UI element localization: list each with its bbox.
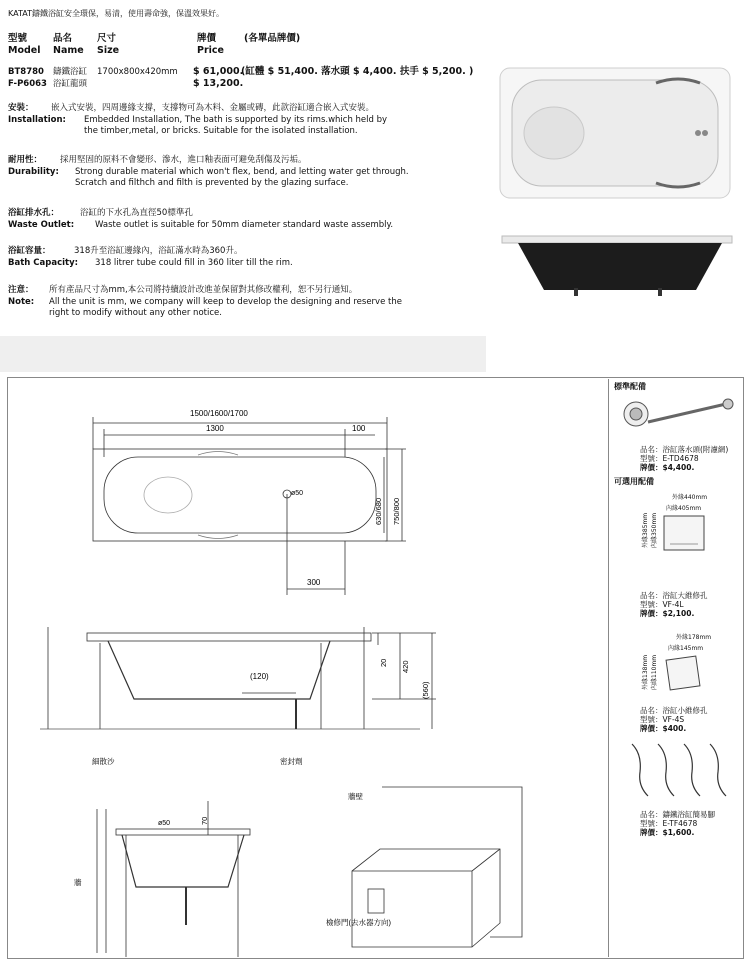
note-label-en: Note:	[8, 297, 35, 307]
standard-equipment-title: 標準配備	[614, 382, 646, 391]
header-price-note: (各單品牌價)	[244, 33, 301, 44]
durability-text-en-2: Scratch and filthch and filth is prevented by the glazing surface.	[75, 178, 349, 188]
install-label-zh: 安裝：	[8, 103, 34, 113]
dim-70: 70	[200, 816, 209, 825]
header-name-zh: 品名	[53, 33, 73, 44]
section-rim	[87, 633, 371, 641]
product-photo-area	[486, 0, 750, 372]
label-sealant: 密封劑	[280, 757, 303, 766]
row-name: 浴缸龍頭	[53, 79, 88, 89]
header-name-en: Name	[53, 45, 84, 56]
section-basin	[108, 641, 330, 699]
bathtub-top-view-photo	[500, 68, 730, 198]
dim-outer-width: 750/800	[392, 497, 401, 525]
install-text-zh: 嵌入式安裝，四周邊緣支撐，支撐物可為木料、金屬或磚，此款浴缸適合嵌入式安裝。	[51, 103, 375, 113]
install-text-en-1: Embedded Installation, The bath is supported by its rims.which held by	[84, 115, 388, 125]
opt1-side-inner-dim: 內緣350mm	[651, 512, 658, 548]
note-text-en-1: All the unit is mm, we company will keep to develop the designing and reserve the	[49, 297, 402, 307]
note-label-zh: 注意：	[8, 285, 34, 295]
opt1-side-outer-dim: 外緣385mm	[642, 512, 649, 548]
dim-420: 420	[401, 660, 410, 673]
opt1-outer-dim: 外緣440mm	[672, 494, 708, 501]
waste-text-en: Waste outlet is suitable for 50mm diameter standard waste assembly.	[95, 220, 394, 230]
optional-equipment-title: 可選用配備	[614, 477, 654, 486]
waste-label-en: Waste Outlet:	[8, 220, 75, 230]
note-text-zh: 所有產品尺寸為mm,本公司將持續設計改進並保留對其修改權利，恕不另行通知。	[49, 285, 358, 295]
plan-outer-rim	[93, 449, 387, 541]
spec-panel-footer-band	[0, 336, 486, 372]
opt1-inner-dim: 內緣405mm	[666, 505, 702, 512]
opt3-model: 型號：E-TF4678	[640, 819, 698, 828]
bathtub-feet-illustration	[624, 738, 740, 802]
header-price-zh: 牌價	[197, 33, 217, 44]
row-price: $ 61,000.	[193, 66, 244, 77]
opt2-model: 型號：VF-4S	[640, 715, 685, 724]
durability-text-zh: 採用堅固的原料不會變形、滲水，進口釉表面可避免刮傷及污垢。	[60, 155, 307, 165]
opt2-name: 品名：浴缸小維修孔	[640, 706, 708, 715]
opt1-model: 型號：VF-4L	[640, 600, 684, 609]
std-name: 品名：浴缸落水頭(附濾網)	[640, 445, 729, 454]
opt2-inner-dim: 內緣145mm	[668, 645, 704, 652]
opt2-side-outer-dim: 外緣138mm	[642, 654, 649, 690]
row-name: 鑄鐵浴缸	[53, 67, 88, 77]
technical-drawing	[0, 377, 608, 961]
durability-text-en-1: Strong durable material which won't flex, bend, and letting water get through.	[75, 167, 409, 177]
dim-inner-length: 1300	[206, 424, 224, 433]
opt2-price: 牌價：$400.	[640, 724, 687, 733]
row-model: BT8780	[8, 67, 44, 77]
note-text-en-2: right to modify without any other notice.	[49, 308, 222, 318]
std-model: 型號：E-TD4678	[640, 454, 699, 463]
opt3-name: 品名：鑄鐵浴缸簡易腳	[640, 810, 715, 819]
dim-300: 300	[307, 578, 321, 587]
opt2-outer-dim: 外緣178mm	[676, 634, 712, 641]
label-brick: 牆	[74, 878, 82, 887]
bathtub-side-view-photo	[502, 236, 732, 296]
access-box	[352, 849, 500, 947]
row-size: 1700x800x420mm	[97, 67, 178, 77]
capacity-text-en: 318 litrer tube could fill in 360 liter till the rim.	[95, 258, 293, 268]
dim-total-length: 1500/1600/1700	[190, 409, 248, 418]
opt3-price: 牌價：$1,600.	[640, 828, 695, 837]
row-price-breakdown: (缸體 $ 51,400. 落水頭 $ 4,400. 扶手 $ 5,200. )	[241, 66, 474, 77]
dim-inner-width: 630/680	[374, 497, 383, 525]
opt2-side-inner-dim: 內緣110mm	[651, 654, 658, 690]
header-model-zh: 型號	[8, 33, 28, 44]
std-price: 牌價：$4,400.	[640, 463, 695, 472]
opt1-price: 牌價：$2,100.	[640, 609, 695, 618]
dim-120: (120)	[250, 672, 269, 681]
row-model: F-P6063	[8, 79, 47, 89]
row-price: $ 13,200.	[193, 78, 244, 89]
wall-outline	[382, 787, 522, 937]
durability-label-en: Durability:	[8, 167, 59, 177]
dim-hole-section: ø50	[158, 820, 171, 827]
dim-560: (560)	[421, 681, 430, 699]
capacity-label-zh: 浴缸容量：	[8, 246, 51, 256]
header-size-zh: 尺寸	[97, 33, 117, 44]
capacity-text-zh: 318升至浴缸邊緣內，浴缸滿水時為360升。	[74, 246, 243, 256]
capacity-label-en: Bath Capacity:	[8, 258, 79, 268]
header-price-en: Price	[197, 45, 224, 56]
drain-kit-illustration	[618, 394, 742, 440]
small-access-panel-illustration	[664, 654, 704, 694]
dim-hole: ø50	[291, 490, 304, 497]
label-access-hatch: 檢修門(去水器方向)	[326, 918, 391, 927]
install-text-en-2: the timber,metal, or bricks. Suitable for the isolated installation.	[84, 126, 358, 136]
plan-inner-basin	[104, 457, 376, 533]
dim-rim: 100	[352, 424, 366, 433]
intro-text: KATAT鑄鐵浴缸安全環保，易清，使用壽命強，保溫效果好。	[8, 9, 224, 18]
install-label-en: Installation:	[8, 115, 66, 125]
waste-label-zh: 浴缸排水孔：	[8, 208, 60, 218]
durability-label-zh: 耐用性：	[8, 155, 43, 165]
header-model-en: Model	[8, 45, 41, 56]
label-wall: 牆壁	[348, 792, 363, 801]
dim-20: 20	[379, 658, 388, 667]
label-fine-sand: 細散沙	[92, 757, 115, 766]
bathtub-photos	[486, 0, 750, 372]
bottom-section-rim	[116, 829, 250, 835]
header-size-en: Size	[97, 45, 120, 56]
waste-text-zh: 浴缸的下水孔為直徑50標準孔	[80, 208, 193, 218]
opt1-name: 品名：浴缸大維修孔	[640, 591, 708, 600]
large-access-panel-illustration	[662, 514, 708, 554]
